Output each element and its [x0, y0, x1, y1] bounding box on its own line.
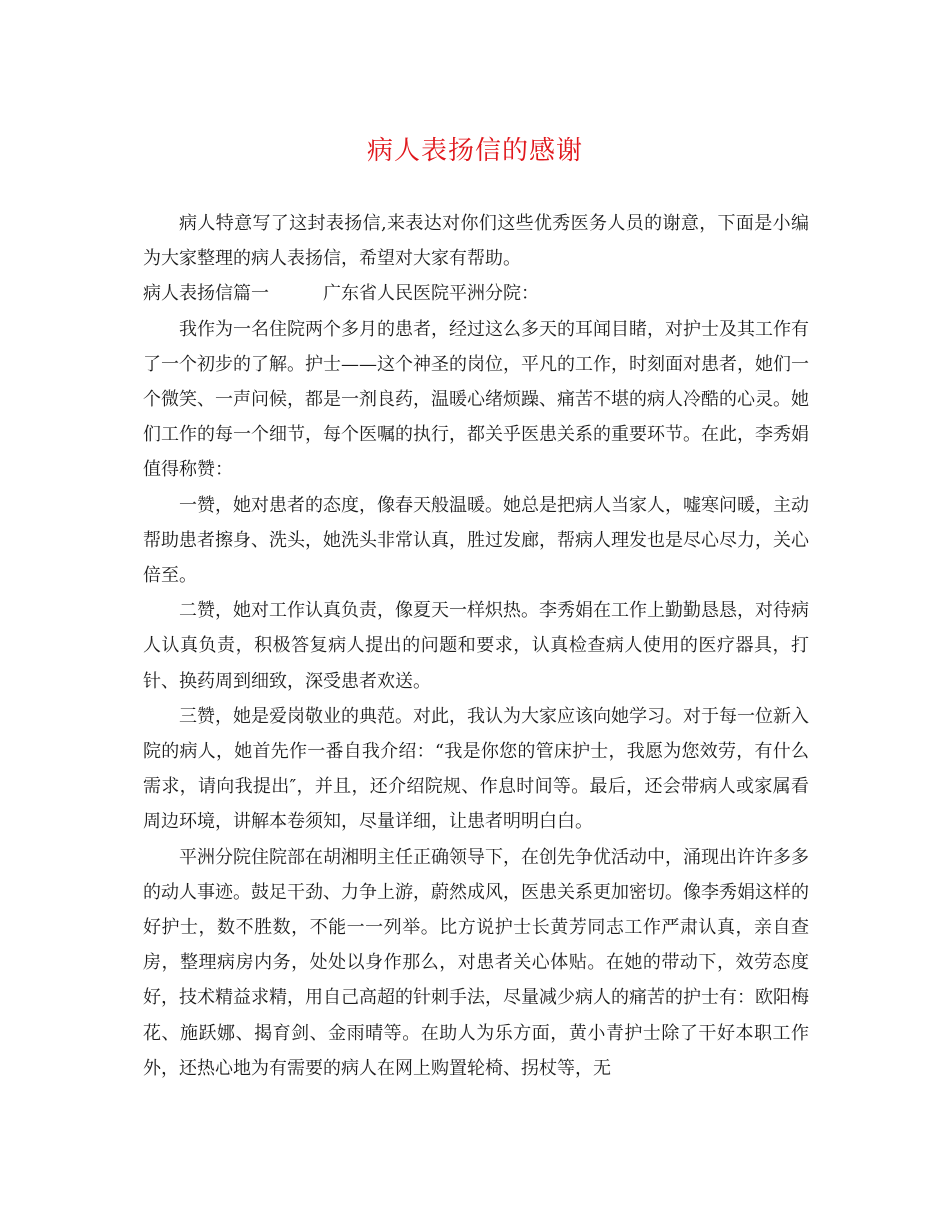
body-paragraph: 三赞，她是爱岗敬业的典范。对此，我认为大家应该向她学习。对于每一位新入院的病人，她首先作一番自我介绍：“我是你您的管床护士，我愿为您效劳，有什么需求，请向我提出″，并且，还介绍院规、作息时间等。最后，还会带病人或家属看周边环境，讲解本卷须知，尽量详细，让患者明明白白。 — [143, 705, 809, 833]
intro-paragraph: 病人特意写了这封表扬信,来表达对你们这些优秀医务人员的谢意，下面是小编为大家整理的病人表扬信，希望对大家有帮助。 — [143, 213, 809, 270]
body-paragraph: 平洲分院住院部在胡湘明主任正确领导下，在创先争优活动中，涌现出许许多多的动人事迹。鼓足干劲、力争上游，蔚然成风，医患关系更加密切。像李秀娟这样的好护士，数不胜数，不能一一列举。比方说护士长黄芳同志工作严肃认真，亲自查房，整理病房内务，处处以身作那么，对患者关心体贴。在她的带动下，效劳态度好，技术精益求精，用自己高超的针刺手法，尽量减少病人的痛苦的护士有：欧阳梅花、施跃娜、揭育剑、金雨晴等。在助人为乐方面，黄小青护士除了干好本职工作外，还热心地为有需要的病人在网上购置轮椅、拐杖等，无 — [143, 846, 809, 1079]
section-heading: 病人表扬信篇一 — [143, 283, 269, 305]
document-title: 病人表扬信的感谢 — [366, 136, 583, 166]
body-paragraph: 一赞，她对患者的态度，像春天般温暖。她总是把病人当家人，嘘寒问暖，主动帮助患者擦身、洗头，她洗头非常认真，胜过发廊，帮病人理发也是尽心尽力，关心倍至。 — [143, 494, 809, 587]
section-heading-line — [143, 276, 809, 311]
document-body — [143, 206, 809, 1086]
body-paragraph: 我作为一名住院两个多月的患者，经过这么多天的耳闻目睹，对护士及其工作有了一个初步的了解。护士——这个神圣的岗位，平凡的工作，时刻面对患者，她们一个微笑、一声问候，都是一剂良药，温暖心绪烦躁、痛苦不堪的病人冷酷的心灵。她们工作的每一个细节，每个医嘱的执行，都关乎医患关系的重要环节。在此，李秀娟值得称赞： — [143, 318, 809, 481]
body-paragraph: 二赞，她对工作认真负责，像夏天一样炽热。李秀娟在工作上勤勤恳恳，对待病人认真负责，积极答复病人提出的问题和要求，认真检查病人使用的医疗器具，打针、换药周到细致，深受患者欢送。 — [143, 600, 809, 692]
recipient: 广东省人民医院平洲分院： — [323, 283, 539, 305]
